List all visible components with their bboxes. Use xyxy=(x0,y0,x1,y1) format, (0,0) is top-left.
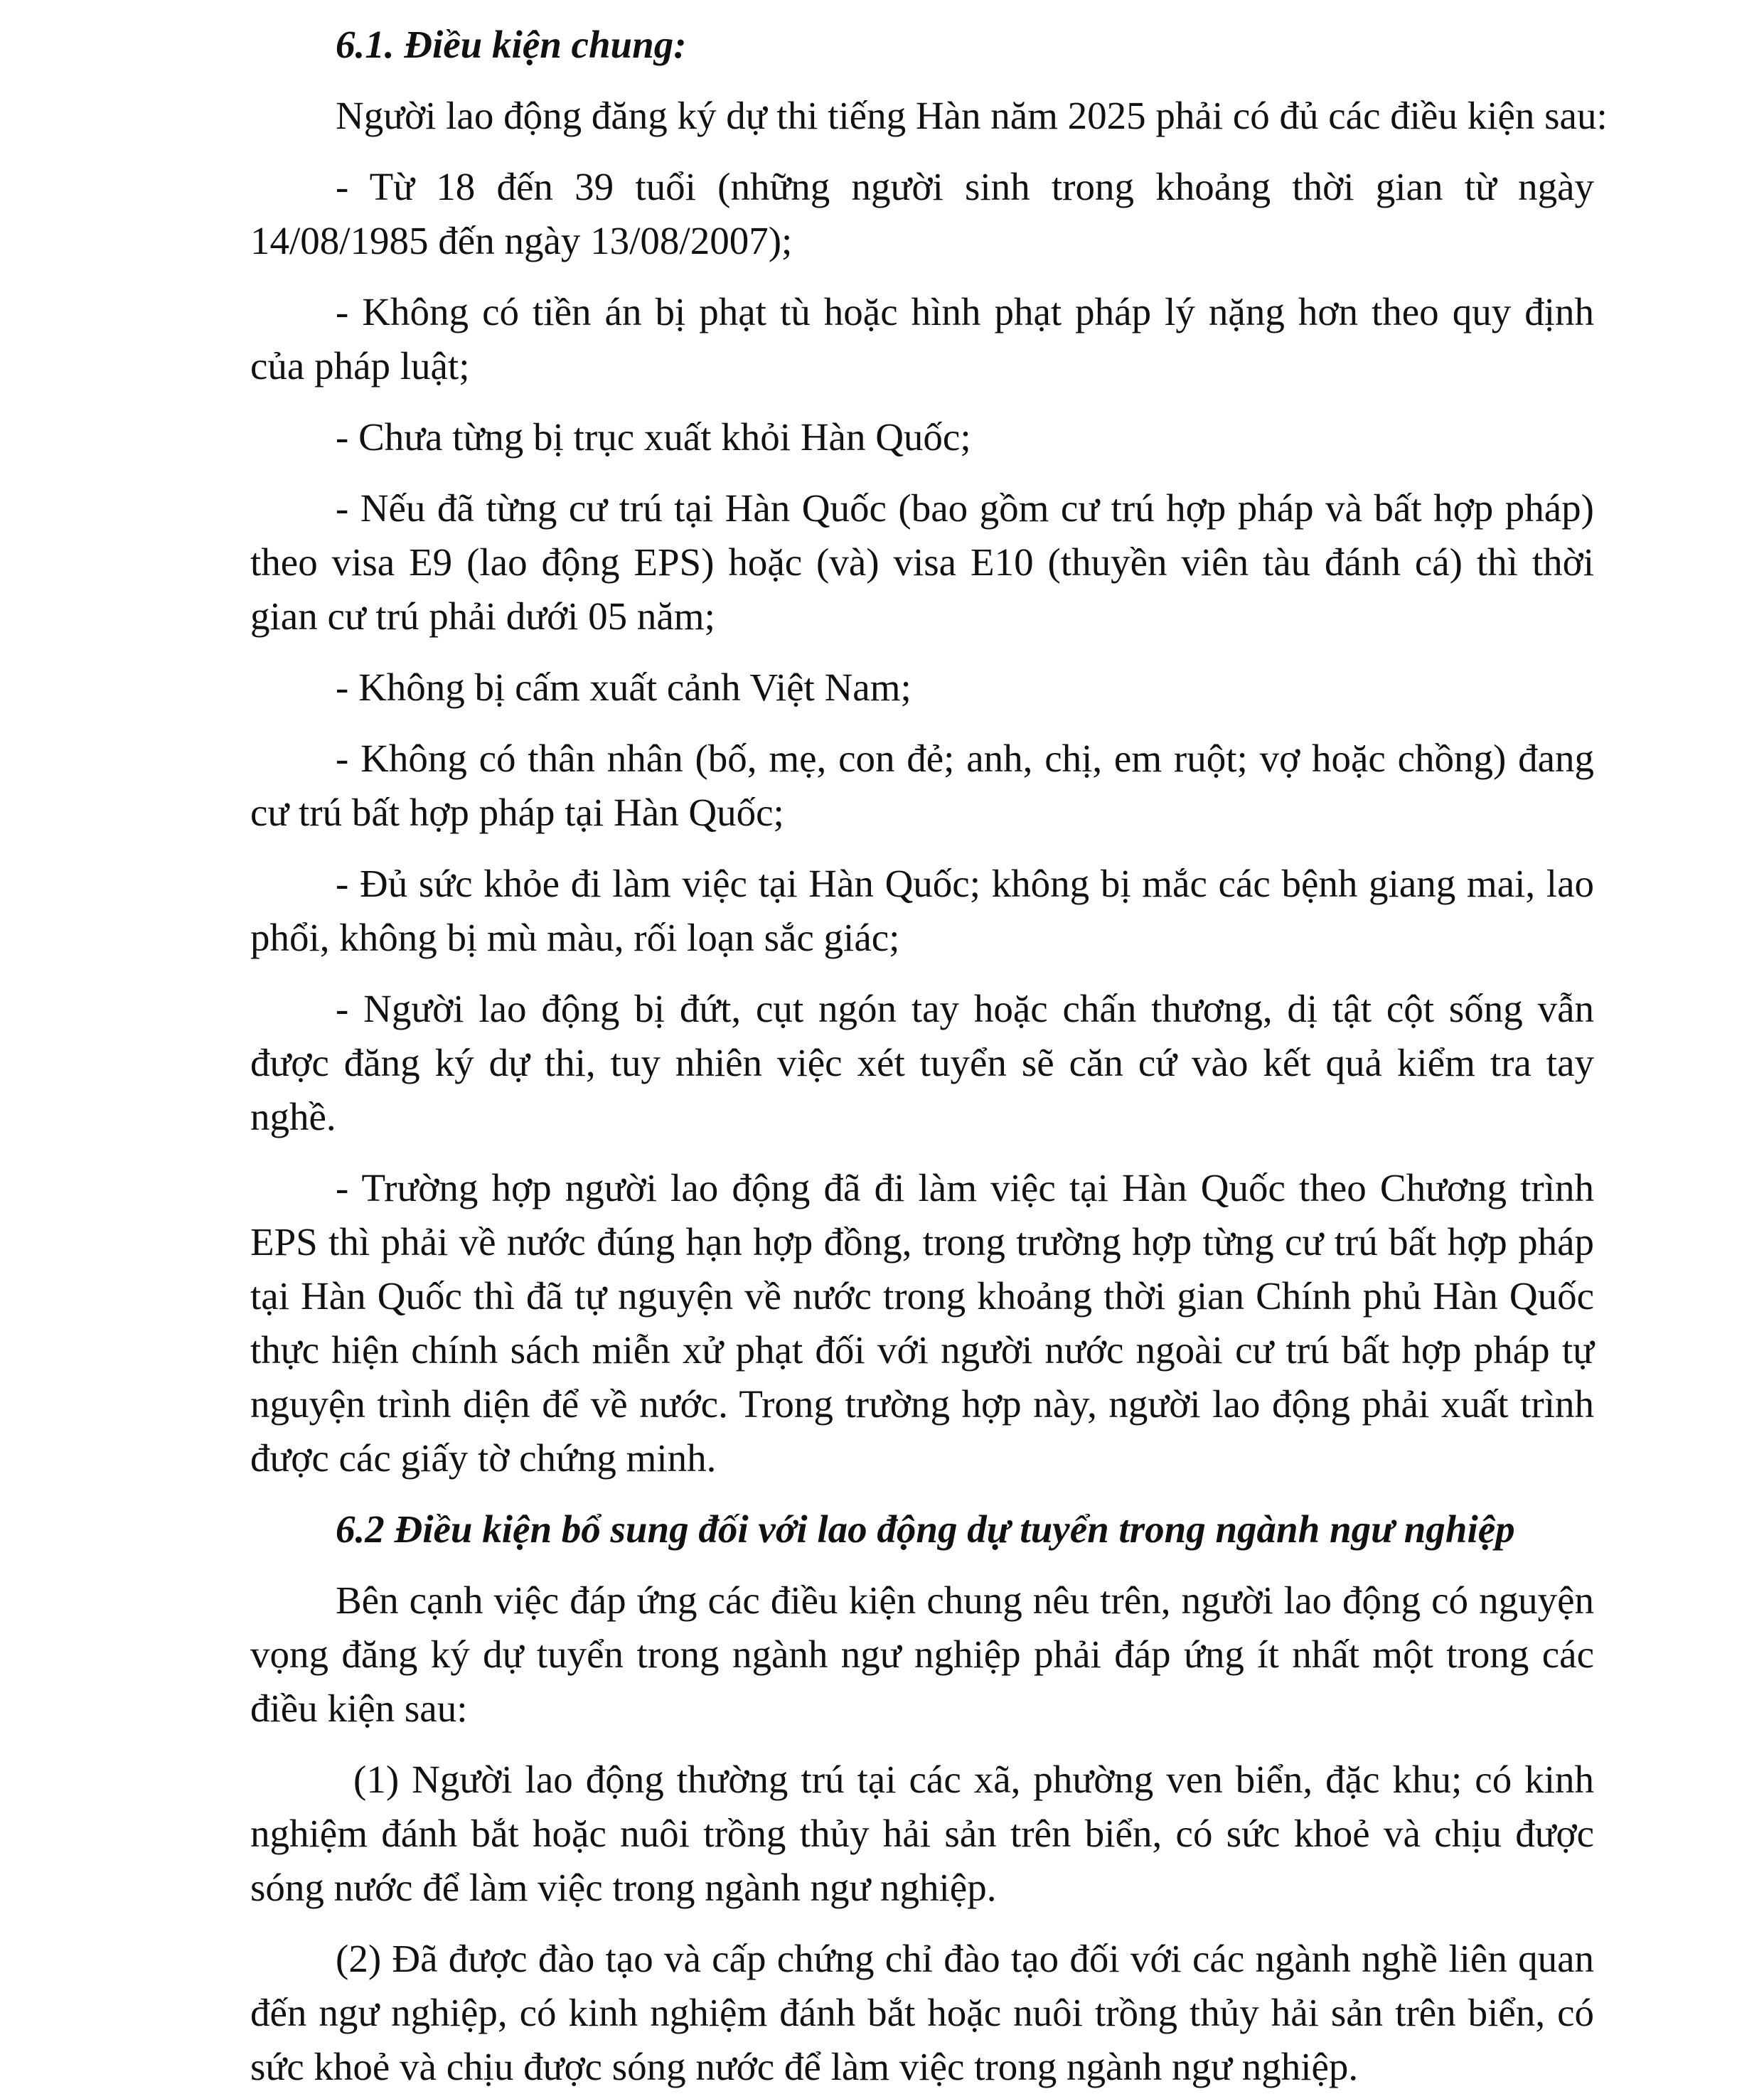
section-heading-6-1: 6.1. Điều kiện chung: xyxy=(336,23,687,66)
condition-no-exit-ban: - Không bị cấm xuất cảnh Việt Nam; xyxy=(336,666,912,709)
condition-former-eps-workers: - Trường hợp người lao động đã đi làm việc tại Hàn Quốc theo Chương trình EPS thì phải về nước đúng hạn hợp đồng, trong trường hợp từng cư trú bất hợp pháp tại Hàn Quốc thì đã tự nguyện về nước trong khoảng thời gian Chính phủ Hàn Quốc thực hiện chính sách miễn xử phạt đối với người nước ngoài cư trú bất hợp pháp tự nguyện trình diện để về nước. Trong trường hợp này, người lao động phải xuất trình được các giấy tờ chứng minh. xyxy=(250,1166,1594,1480)
condition-no-criminal-record: - Không có tiền án bị phạt tù hoặc hình phạt pháp lý nặng hơn theo quy định của pháp luật; xyxy=(250,290,1594,388)
condition-not-deported: - Chưa từng bị trục xuất khỏi Hàn Quốc; xyxy=(336,415,971,459)
fishery-condition-1: (1) Người lao động thường trú tại các xã, phường ven biển, đặc khu; có kinh nghiệm đánh bắt hoặc nuôi trồng thủy hải sản trên biển, có sức khoẻ và chịu được sóng nước để làm việc trong ngành ngư nghiệp. xyxy=(250,1758,1594,1909)
condition-health: - Đủ sức khỏe đi làm việc tại Hàn Quốc; không bị mắc các bệnh giang mai, lao phổi, không bị mù màu, rối loạn sắc giác; xyxy=(250,862,1594,959)
condition-residence-duration: - Nếu đã từng cư trú tại Hàn Quốc (bao gồm cư trú hợp pháp và bất hợp pháp) theo visa E9 (lao động EPS) hoặc (và) visa E10 (thuyền viên tàu đánh cá) thì thời gian cư trú phải dưới 05 năm; xyxy=(250,486,1594,638)
condition-age: - Từ 18 đến 39 tuổi (những người sinh trong khoảng thời gian từ ngày 14/08/1985 đến ngày 13/08/2007); xyxy=(250,165,1594,262)
document-page xyxy=(250,0,1608,2094)
section-heading-6-2: 6.2 Điều kiện bổ sung đối với lao động dự tuyển trong ngành ngư nghiệp xyxy=(336,1507,1515,1551)
fishery-condition-2: (2) Đã được đào tạo và cấp chứng chỉ đào tạo đối với các ngành nghề liên quan đến ngư nghiệp, có kinh nghiệm đánh bắt hoặc nuôi trồng thủy hải sản trên biển, có sức khoẻ và chịu được sóng nước để làm việc trong ngành ngư nghiệp. xyxy=(250,1937,1594,2088)
condition-injury-note: - Người lao động bị đứt, cụt ngón tay hoặc chấn thương, dị tật cột sống vẫn được đăng ký dự thi, tuy nhiên việc xét tuyển sẽ căn cứ vào kết quả kiểm tra tay nghề. xyxy=(250,987,1594,1138)
section-2-intro: Bên cạnh việc đáp ứng các điều kiện chung nêu trên, người lao động có nguyện vọng đăng ký dự tuyển trong ngành ngư nghiệp phải đáp ứng ít nhất một trong các điều kiện sau: xyxy=(250,1578,1594,1730)
section-1-intro: Người lao động đăng ký dự thi tiếng Hàn năm 2025 phải có đủ các điều kiện sau: xyxy=(336,94,1608,137)
condition-no-illegal-relatives: - Không có thân nhân (bố, mẹ, con đẻ; anh, chị, em ruột; vợ hoặc chồng) đang cư trú bất hợp pháp tại Hàn Quốc; xyxy=(250,737,1594,834)
